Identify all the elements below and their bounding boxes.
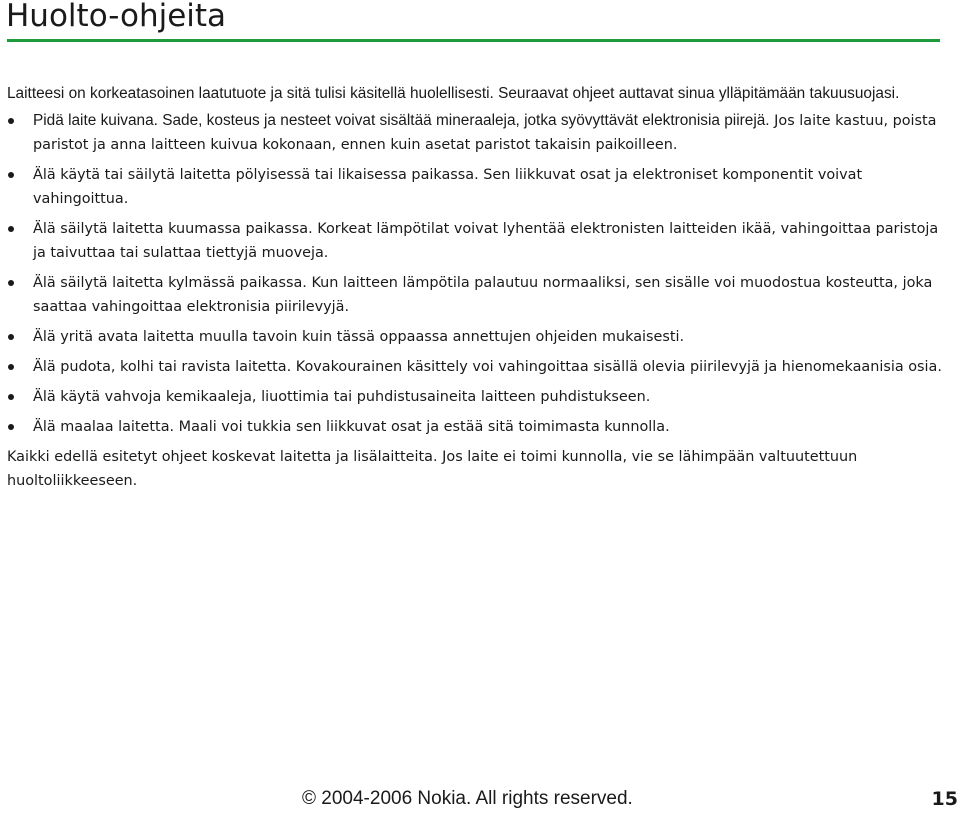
- bullet-icon: [8, 394, 14, 400]
- bullet-icon: [8, 364, 14, 370]
- bullet-icon: [8, 172, 14, 178]
- bullet-icon: [8, 118, 14, 124]
- list-item-text: Älä säilytä laitetta kylmässä paikassa. Kun laitteen lämpötila palautuu normaaliksi, sen sisälle voi muodostua kosteutta, joka saattaa vahingoittaa elektronisia piirilevyjä.: [33, 275, 933, 315]
- list-item-text: Älä säilytä laitetta kuumassa paikassa. Korkeat lämpötilat voivat lyhentää elektronisten laitteiden ikää, vahingoittaa paristoja ja taivuttaa tai sulattaa tiettyjä muoveja.: [33, 221, 939, 261]
- title-divider: [7, 39, 940, 42]
- intro-paragraph: [7, 82, 942, 106]
- bullet-icon: [8, 280, 14, 286]
- footer-copyright: © 2004-2006 Nokia. All rights reserved.: [302, 788, 633, 809]
- bullet-icon: [8, 226, 14, 232]
- intro-text: Laitteesi on korkeatasoinen laatutuote ja sitä tulisi käsitellä huolellisesti. Seuraavat ohjeet auttavat sinua ylläpitämään takuusuojasi.: [7, 85, 900, 102]
- list-item: [7, 109, 942, 157]
- list-item: [7, 163, 942, 211]
- list-item-text: Älä yritä avata laitetta muulla tavoin kuin tässä oppaassa annettujen ohjeiden mukaisesti.: [33, 329, 685, 345]
- list-item: [7, 271, 942, 319]
- list-item-text: Älä pudota, kolhi tai ravista laitetta. Kovakourainen käsittely voi vahingoittaa sisällä olevia piirilevyjä ja hienomekaanisia osia.: [33, 359, 942, 375]
- list-item: [7, 325, 942, 349]
- list-item: [7, 217, 942, 265]
- list-item-text: Jos laite kastuu, poista paristot ja anna laitteen kuivua kokonaan, ennen kuin asetat paristot takaisin paikoilleen.: [33, 113, 937, 153]
- care-instructions-list: [7, 109, 942, 439]
- list-item: [7, 385, 942, 409]
- list-item-text: Älä maalaa laitetta. Maali voi tukkia sen liikkuvat osat ja estää sitä toimimasta kunnolla.: [33, 419, 670, 435]
- list-item-text: Älä käytä vahvoja kemikaaleja, liuottimia tai puhdistusaineita laitteen puhdistukseen.: [33, 389, 651, 405]
- bullet-icon: [8, 424, 14, 430]
- list-item: [7, 355, 942, 379]
- list-item-lead: Pidä laite kuivana. Sade, kosteus ja nesteet voivat sisältää mineraaleja, jotka syövyttävät elektronisia piirejä.: [33, 112, 770, 129]
- list-item: [7, 415, 942, 439]
- bullet-icon: [8, 334, 14, 340]
- page-title: Huolto-ohjeita: [6, 0, 227, 34]
- closing-paragraph: Kaikki edellä esitetyt ohjeet koskevat laitetta ja lisälaitteita. Jos laite ei toimi kunnolla, vie se lähimpään valtuutettuun huoltoliikkeeseen.: [7, 449, 858, 489]
- document-body: [7, 82, 942, 493]
- page-number: 15: [931, 788, 958, 810]
- list-item-text: Älä käytä tai säilytä laitetta pölyisessä tai likaisessa paikassa. Sen liikkuvat osat ja elektroniset komponentit voivat vahingoittua.: [33, 167, 863, 207]
